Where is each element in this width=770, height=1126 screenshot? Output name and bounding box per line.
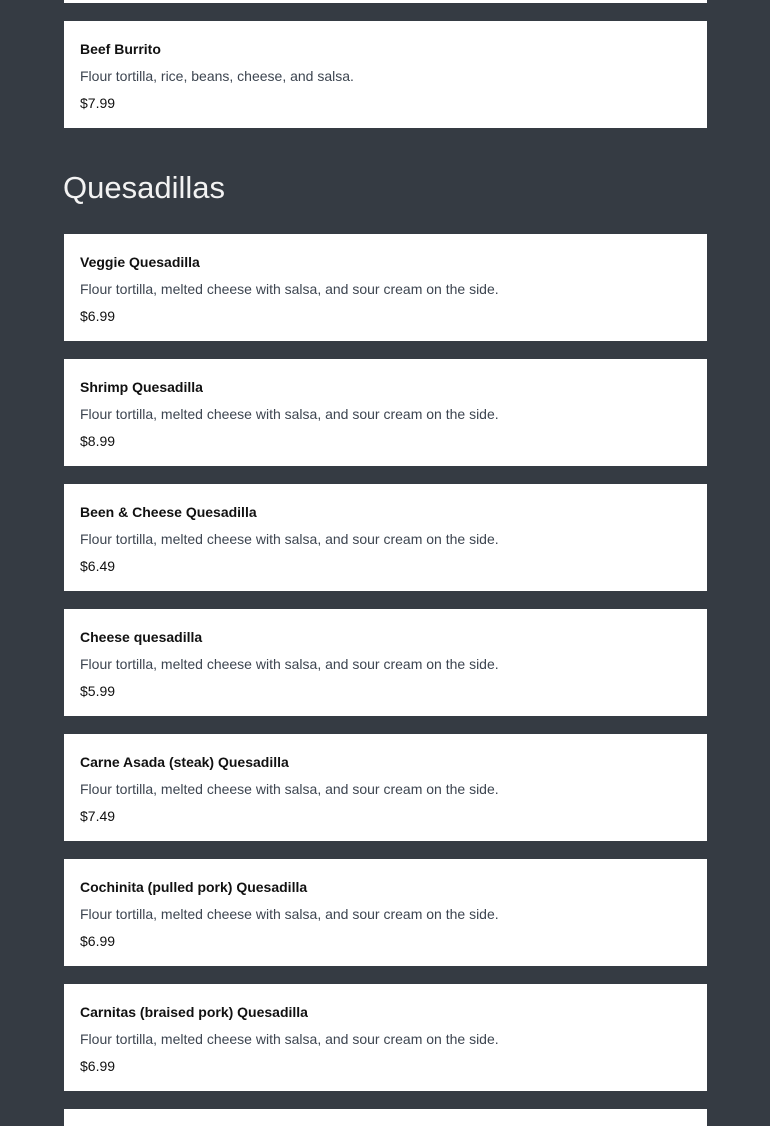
menu-item-price: $6.49 bbox=[80, 558, 116, 574]
menu-item-price: $6.99 bbox=[80, 933, 116, 949]
menu-item-price: $8.99 bbox=[80, 433, 116, 449]
menu-item-name: Shrimp Quesadilla bbox=[80, 379, 203, 395]
menu-item-price: $6.99 bbox=[80, 308, 116, 324]
menu-item-price: $5.99 bbox=[80, 683, 116, 699]
menu-item-card bbox=[64, 984, 707, 1091]
menu-item-description: Flour tortilla, melted cheese with salsa, and sour cream on the side. bbox=[80, 531, 499, 547]
menu-item-description: Flour tortilla, melted cheese with salsa, and sour cream on the side. bbox=[80, 656, 499, 672]
menu-item-card-partial-bottom bbox=[64, 1109, 707, 1126]
section-title-quesadillas: Quesadillas bbox=[63, 170, 225, 205]
menu-item-name: Beef Burrito bbox=[80, 41, 161, 57]
menu-item-name: Cheese quesadilla bbox=[80, 629, 203, 645]
menu-item-card bbox=[64, 21, 707, 128]
menu-item-card bbox=[64, 234, 707, 341]
menu-item-name: Carnitas (braised pork) Quesadilla bbox=[80, 1004, 308, 1020]
menu-item-description: Flour tortilla, melted cheese with salsa, and sour cream on the side. bbox=[80, 281, 499, 297]
menu-item-card bbox=[64, 609, 707, 716]
menu-item-card bbox=[64, 859, 707, 966]
menu-item-description: Flour tortilla, melted cheese with salsa, and sour cream on the side. bbox=[80, 781, 499, 797]
menu-item-price: $7.49 bbox=[80, 808, 116, 824]
menu-item-name: Veggie Quesadilla bbox=[80, 254, 200, 270]
menu-item-card-partial-top bbox=[64, 0, 707, 3]
menu-item-price: $7.99 bbox=[80, 95, 116, 111]
menu-item-name: Cochinita (pulled pork) Quesadilla bbox=[80, 879, 308, 895]
menu-item-description: Flour tortilla, melted cheese with salsa, and sour cream on the side. bbox=[80, 906, 499, 922]
menu-item-card bbox=[64, 734, 707, 841]
menu-item-name: Carne Asada (steak) Quesadilla bbox=[80, 754, 289, 770]
menu-item-description: Flour tortilla, melted cheese with salsa, and sour cream on the side. bbox=[80, 406, 499, 422]
menu-item-card bbox=[64, 359, 707, 466]
menu-item-card bbox=[64, 484, 707, 591]
menu-item-description: Flour tortilla, rice, beans, cheese, and salsa. bbox=[80, 68, 354, 84]
menu-item-description: Flour tortilla, melted cheese with salsa, and sour cream on the side. bbox=[80, 1031, 499, 1047]
menu-item-name: Been & Cheese Quesadilla bbox=[80, 504, 257, 520]
menu-item-price: $6.99 bbox=[80, 1058, 116, 1074]
